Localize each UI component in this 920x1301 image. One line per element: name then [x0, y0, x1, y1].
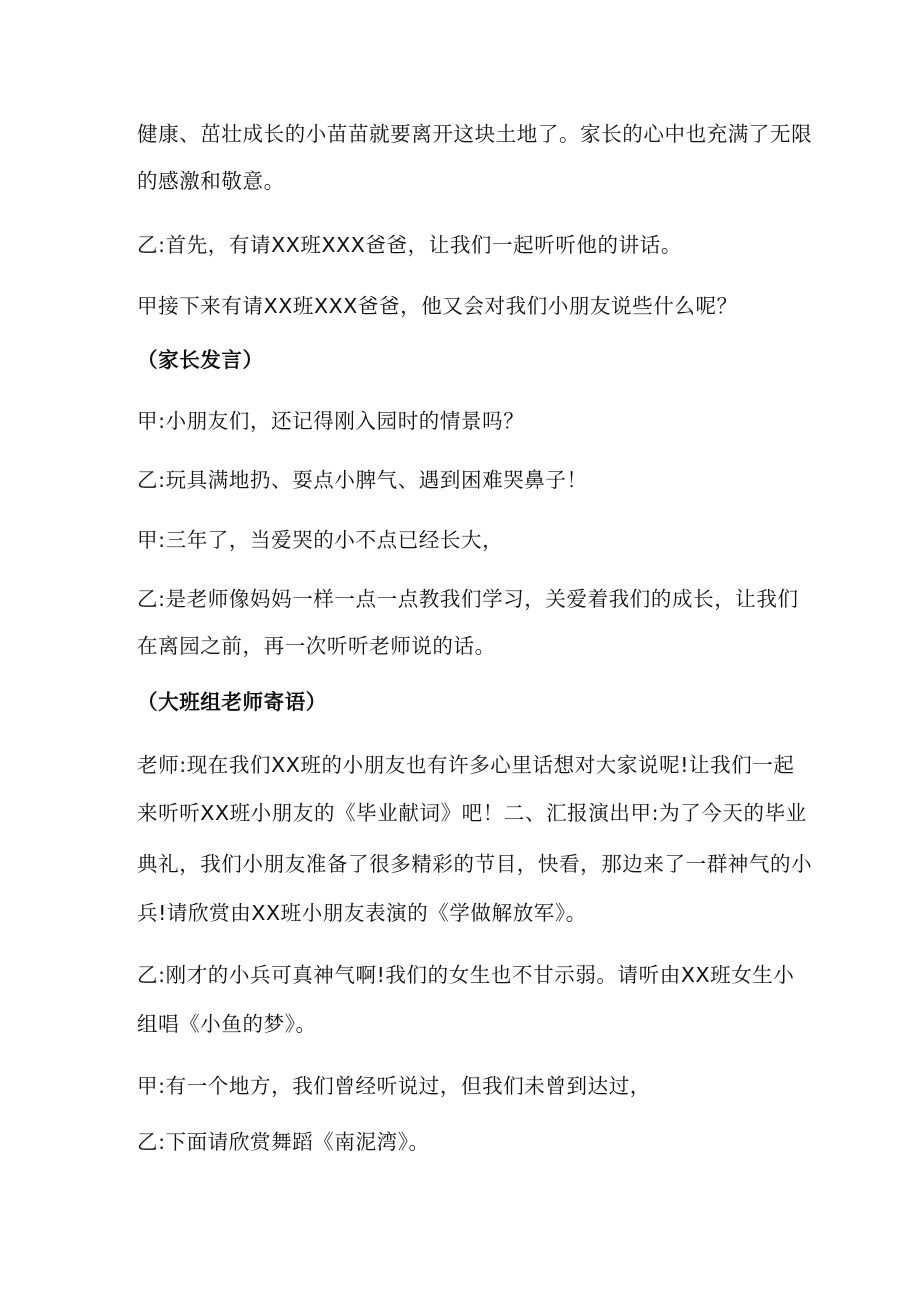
- text-line: 典礼，我们小朋友准备了很多精彩的节目，快看，那边来了一群神气的小: [137, 852, 813, 876]
- text-line: 乙:刚才的小兵可真神气啊!我们的女生也不甘示弱。请听由XX班女生小: [137, 963, 795, 987]
- text-line: 健康、茁壮成长的小苗苗就要离开这块土地了。家长的心中也充满了无限: [137, 122, 813, 146]
- text-line: 甲:三年了，当爱哭的小不点已经长大，: [137, 528, 504, 552]
- text-line: 乙:玩具满地扔、耍点小脾气、遇到困难哭鼻子！: [137, 468, 588, 492]
- text-line: 老师:现在我们XX班的小朋友也有许多心里话想对大家说呢!让我们一起: [137, 753, 795, 777]
- section-heading: （家长发言）: [137, 348, 264, 372]
- text-line: 甲:小朋友们，还记得刚入园时的情景吗？: [137, 409, 525, 433]
- text-line: 乙:下面请欣赏舞蹈《南泥湾》。: [137, 1130, 430, 1154]
- text-line: 的感激和敬意。: [137, 169, 285, 193]
- text-line: 在离园之前，再一次听听老师说的话。: [137, 634, 496, 658]
- text-line: 甲接下来有请XX班XXX爸爸，他又会对我们小朋友说些什么呢？: [137, 294, 738, 318]
- section-heading: （大班组老师寄语）: [137, 690, 327, 714]
- text-line: 兵!请欣赏由XX班小朋友表演的《学做解放军》。: [137, 901, 587, 925]
- text-line: 乙:是老师像妈妈一样一点一点教我们学习，关爱着我们的成长，让我们: [137, 587, 799, 611]
- text-line: 来听听XX班小朋友的《毕业献词》吧！二、汇报演出甲:为了今天的毕业: [137, 801, 807, 825]
- text-line: 组唱《小鱼的梦》。: [137, 1012, 317, 1036]
- text-line: 乙:首先，有请XX班XXX爸爸，让我们一起听听他的讲话。: [137, 233, 682, 257]
- text-line: 甲:有一个地方，我们曾经听说过，但我们未曾到达过，: [137, 1074, 651, 1098]
